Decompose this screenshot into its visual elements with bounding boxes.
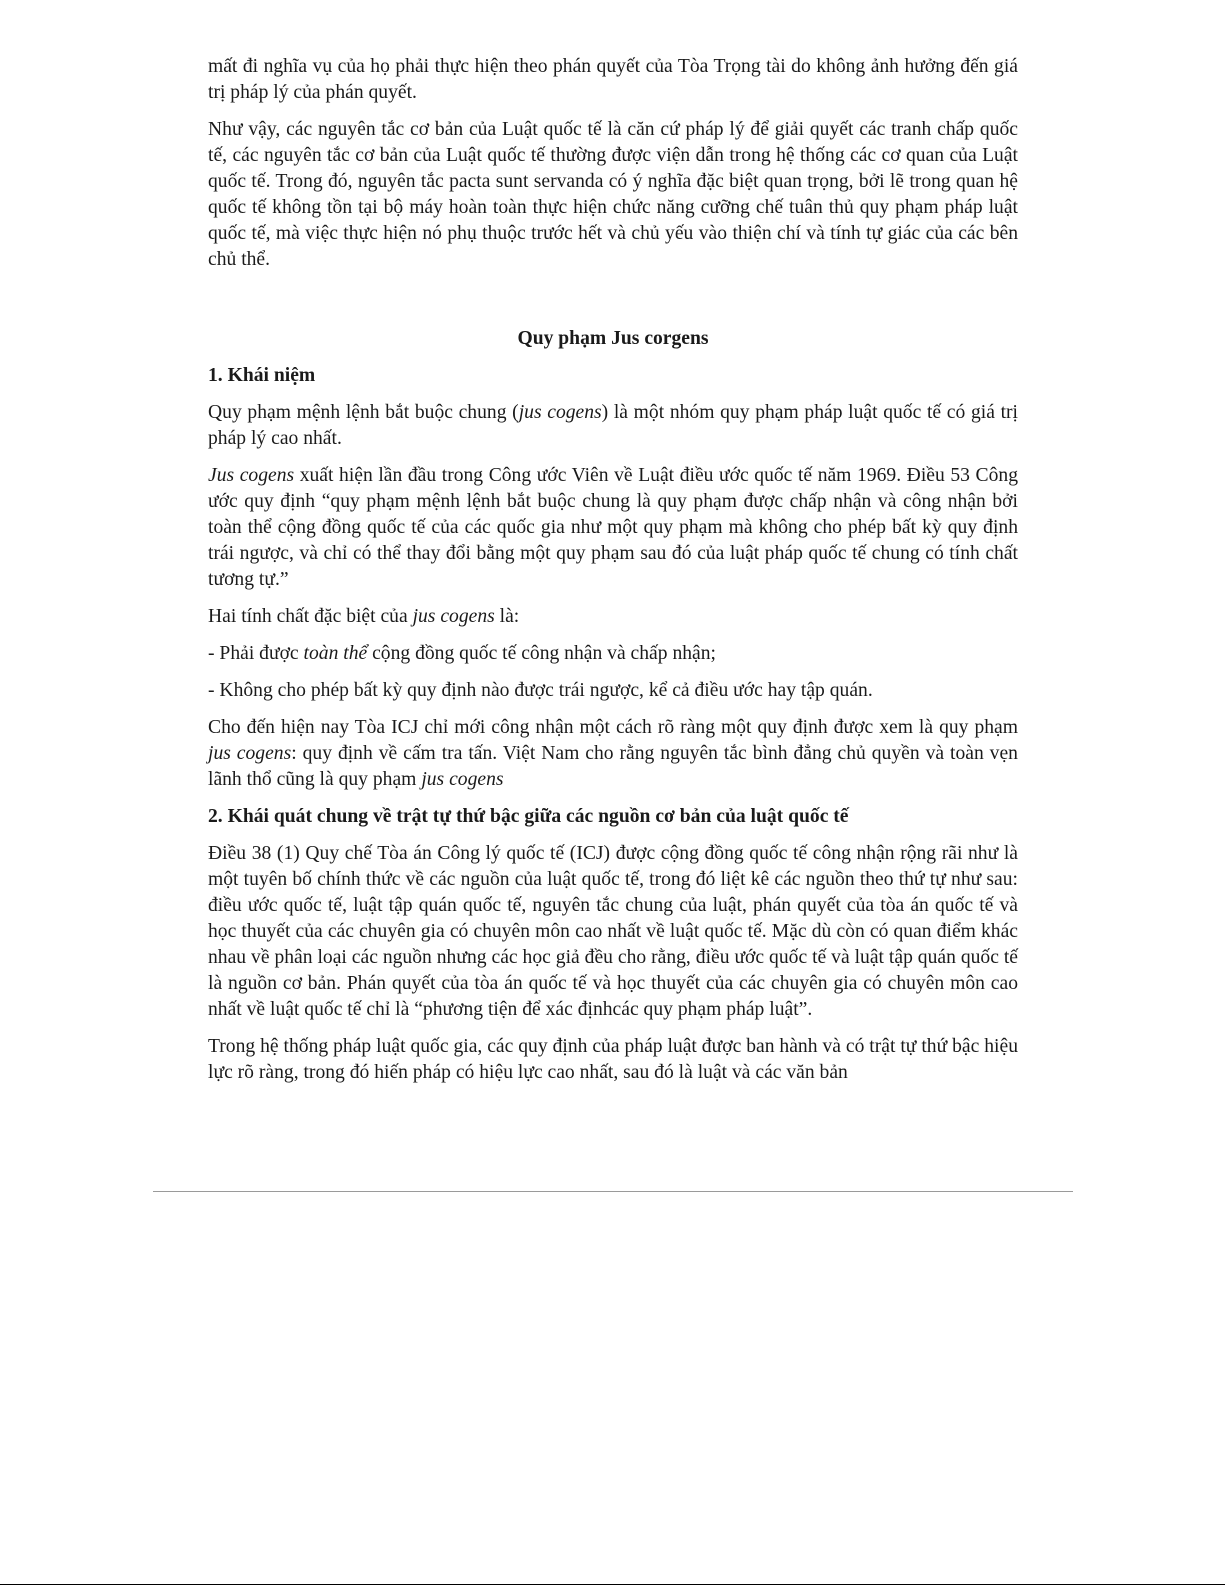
- intro-paragraph-2: Như vậy, các nguyên tắc cơ bản của Luật quốc tế là căn cứ pháp lý để giải quyết các tranh chấp quốc tế, các nguyên tắc cơ bản của Luật quốc tế thường được viện dẫn trong hệ thống các cơ quan của Luật quốc tế. Trong đó, nguyên tắc pacta sunt servanda có ý nghĩa đặc biệt quan trọng, bởi lẽ trong quan hệ quốc tế không tồn tại bộ máy hoàn toàn thực hiện chức năng cưỡng chế tuân thủ quy phạm pháp luật quốc tế, mà việc thực hiện nó phụ thuộc trước hết và chủ yếu vào thiện chí và tính tự giác của các bên chủ thể.: [208, 119, 1018, 270]
- italic-term: jus cogens: [421, 769, 504, 790]
- text-run: Quy phạm mệnh lệnh bắt buộc chung (: [208, 402, 519, 423]
- property-bullet-2: - Không cho phép bất kỳ quy định nào được trái ngược, kể cả điều ước hay tập quán.: [208, 680, 873, 701]
- text-run: Hai tính chất đặc biệt của: [208, 606, 413, 627]
- definition-paragraph: [208, 400, 1018, 452]
- text-run: - Phải được: [208, 643, 304, 664]
- text-run: ) là một nhóm quy phạm pháp luật quốc tế có giá trị pháp lý cao nhất.: [208, 402, 1018, 449]
- property-bullet-1: [208, 641, 1018, 667]
- text-run: là:: [494, 606, 520, 627]
- text-run: cộng đồng quốc tế công nhận và chấp nhận;: [367, 643, 716, 664]
- italic-term: jus cogens: [208, 743, 292, 764]
- text-run: xuất hiện lần đầu trong Công ước Viên về Luật điều ước quốc tế năm 1969. Điều 53 Công ước quy định “quy phạm mệnh lệnh bắt buộc chung là quy phạm được chấp nhận và công nhận bởi toàn thể cộng đồng quốc tế của các quốc gia như một quy phạm mà không cho phép bất kỳ quy định trái ngược, và chỉ có thể thay đổi bằng một quy phạm sau đó của luật pháp quốc tế chung có tính chất tương tự.”: [208, 465, 1018, 590]
- italic-term: toàn thể: [303, 643, 368, 664]
- heading-khai-quat-chung: 2. Khái quát chung về trật tự thứ bậc giữa các nguồn cơ bản của luật quốc tế: [208, 806, 849, 827]
- national-law-paragraph: Trong hệ thống pháp luật quốc gia, các quy định của pháp luật được ban hành và có trật tự thứ bậc hiệu lực rõ ràng, trong đó hiến pháp có hiệu lực cao nhất, sau đó là luật và các văn bản: [208, 1036, 1018, 1083]
- heading-khai-niem: 1. Khái niệm: [208, 365, 316, 386]
- section-title: Quy phạm Jus corgens: [517, 328, 709, 349]
- vienna-convention-paragraph: [208, 463, 1018, 593]
- icj-paragraph: [208, 715, 1018, 793]
- italic-term: jus cogens: [518, 402, 602, 423]
- text-run: Cho đến hiện nay Tòa ICJ chỉ mới công nhận một cách rõ ràng một quy định được xem là quy phạm: [208, 717, 1018, 738]
- article-38-paragraph: Điều 38 (1) Quy chế Tòa án Công lý quốc tế (ICJ) được cộng đồng quốc tế công nhận rộng rãi như là một tuyên bố chính thức về các nguồn của luật quốc tế, trong đó liệt kê các nguồn theo thứ tự như sau: điều ước quốc tế, luật tập quán quốc tế, nguyên tắc chung của luật, phán quyết của tòa án quốc tế và học thuyết của các chuyên gia có chuyên môn cao nhất về luật quốc tế. Mặc dù còn có quan điểm khác nhau về phân loại các nguồn nhưng các học giả đều cho rằng, điều ước quốc tế và luật tập quán quốc tế là nguồn cơ bản. Phán quyết của tòa án quốc tế và học thuyết của các chuyên gia có chuyên môn cao nhất về luật quốc tế chỉ là “phương tiện để xác địnhcác quy phạm pháp luật”.: [208, 843, 1018, 1020]
- page-footer-divider: [153, 1191, 1073, 1192]
- intro-paragraph-1: mất đi nghĩa vụ của họ phải thực hiện theo phán quyết của Tòa Trọng tài do không ảnh hưởng đến giá trị pháp lý của phán quyết.: [208, 56, 1018, 103]
- text-run: : quy định về cấm tra tấn. Việt Nam cho rằng nguyên tắc bình đẳng chủ quyền và toàn vẹn lãnh thổ cũng là quy phạm: [208, 743, 1018, 790]
- italic-term: jus cogens: [412, 606, 495, 627]
- document-page: [208, 54, 1018, 1097]
- properties-intro: [208, 604, 1018, 630]
- italic-term: Jus cogens: [208, 465, 295, 486]
